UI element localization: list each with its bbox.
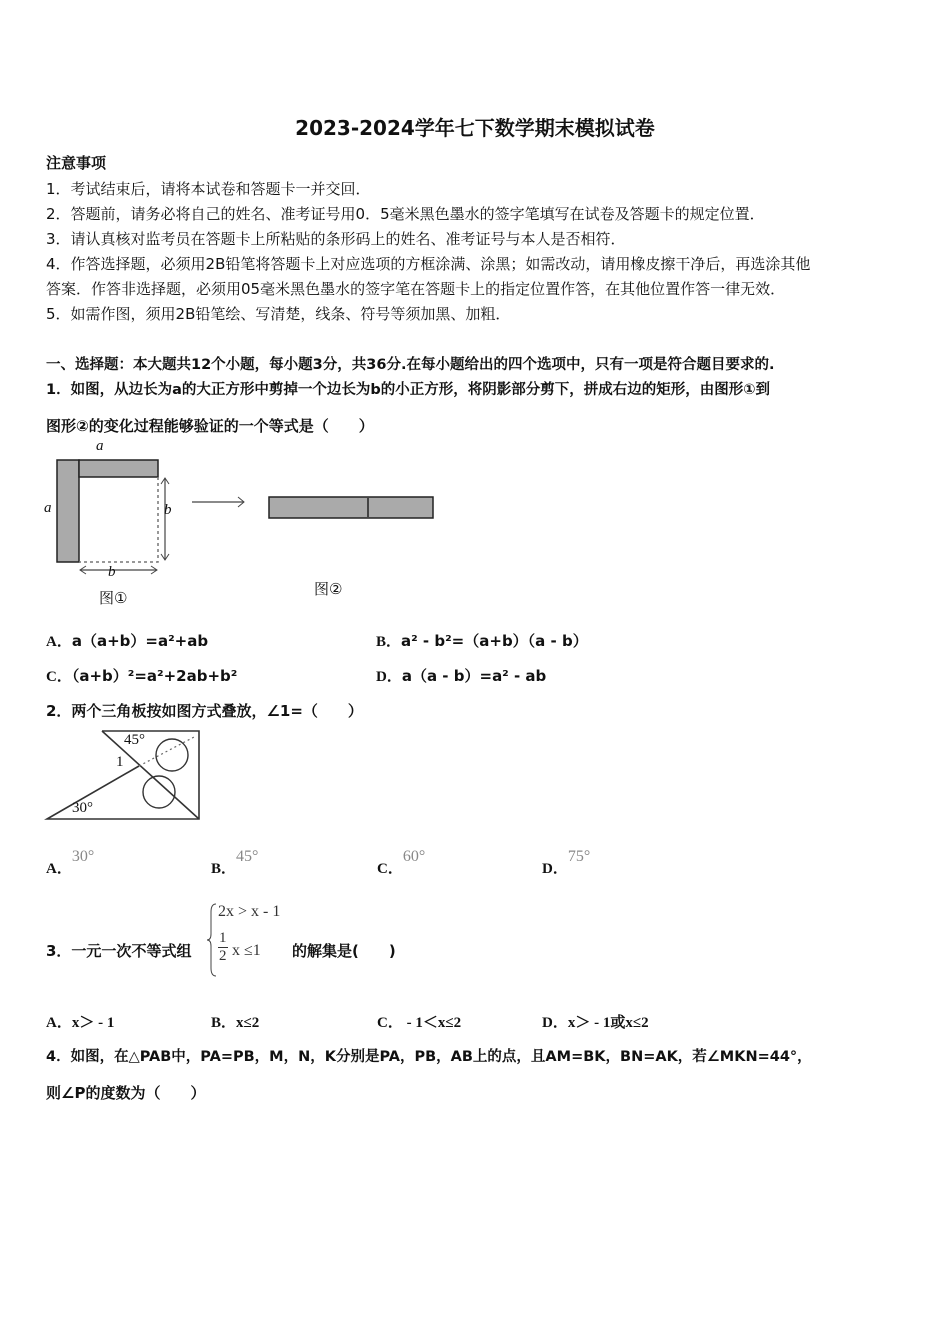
q2-option-c: C．60°	[377, 848, 426, 877]
fig1-label: 图①	[99, 589, 128, 607]
q3-option-a: A．x＞ - 1	[46, 1015, 115, 1031]
angle-1-label: 1	[116, 754, 124, 770]
q1-text-2: 图形②的变化过程能够验证的一个等式是（ ）	[46, 417, 374, 435]
label-a-top: a	[96, 438, 104, 454]
q3-option-c: C． - 1＜x≤2	[377, 1015, 462, 1031]
q2-option-d: D．75°	[542, 848, 591, 877]
rectangle-result	[269, 497, 433, 518]
angle-30-label: 30°	[72, 800, 93, 816]
q1-option-d: D．a（a - b）=a² - ab	[376, 667, 547, 685]
notice-item: 3．请认真核对监考员在答题卡上所粘贴的条形码上的姓名、准考证号与本人是否相符．	[46, 230, 626, 248]
q3-text: 3．一元一次不等式组	[46, 942, 192, 960]
q1-option-a: A．a（a+b）=a²+ab	[46, 632, 209, 650]
notice-heading: 注意事项	[46, 154, 107, 172]
q1-figure	[40, 440, 460, 610]
q1-option-b: B．a² - b²=（a+b）（a - b）	[376, 632, 588, 650]
notice-item: 4．作答选择题，必须用2B铅笔将答题卡上对应选项的方框涂满、涂黑；如需改动，请用橡皮擦干净后，再选涂其他	[46, 255, 811, 273]
q2-option-b: B．45°	[211, 848, 259, 877]
brace-icon	[206, 902, 218, 978]
notice-item: 2．答题前，请务必将自己的姓名、准考证号用0．5毫米黑色墨水的签字笔填写在试卷及答题卡的规定位置．	[46, 205, 765, 223]
shaded-strip-horizontal	[79, 460, 158, 477]
q1-text: 1．如图，从边长为a的大正方形中剪掉一个边长为b的小正方形，将阴影部分剪下，拼成右边的矩形，由图形①到	[46, 382, 771, 398]
q3-suffix: 的解集是( )	[292, 942, 396, 960]
fig2-label: 图②	[314, 580, 343, 598]
inequality-1: 2x > x - 1	[218, 903, 281, 920]
inequality-2: x ≤1	[232, 942, 261, 959]
q4-text-2: 则∠P的度数为（ ）	[46, 1084, 206, 1102]
q4-text: 4．如图，在△PAB中，PA=PB，M，N，K分别是PA，PB，AB上的点，且AM=BK，BN=AK，若∠MKN=44°，	[46, 1049, 812, 1065]
notice-item: 答案．作答非选择题，必须用05毫米黑色墨水的签字笔在答题卡上的指定位置作答，在其他位置作答一律无效．	[46, 280, 786, 298]
label-b-right: b	[164, 502, 172, 518]
section-heading: 一、选择题：本大题共12个小题，每小题3分，共36分.在每小题给出的四个选项中，只有一项是符合题目要求的.	[46, 357, 775, 373]
q2-text: 2．两个三角板按如图方式叠放，∠1=（ ）	[46, 702, 363, 720]
q2-option-a: A．30°	[46, 848, 95, 877]
notice-item: 1．考试结束后，请将本试卷和答题卡一并交回．	[46, 180, 371, 198]
fraction-half: 1 2	[219, 930, 227, 964]
q3-option-b: B．x≤2	[211, 1015, 260, 1031]
shaded-strip-vertical	[57, 460, 79, 562]
page-title: 2023-2024学年七下数学期末模拟试卷	[295, 116, 655, 140]
q3-option-d: D．x＞ - 1或x≤2	[542, 1015, 649, 1031]
angle-45-label: 45°	[124, 732, 145, 748]
notice-item: 5．如需作图，须用2B铅笔绘、写清楚，线条、符号等须加黑、加粗．	[46, 305, 511, 323]
label-a-left: a	[44, 500, 52, 516]
q1-option-c: C．（a+b）²=a²+2ab+b²	[46, 667, 238, 685]
label-b-bottom: b	[108, 564, 116, 580]
